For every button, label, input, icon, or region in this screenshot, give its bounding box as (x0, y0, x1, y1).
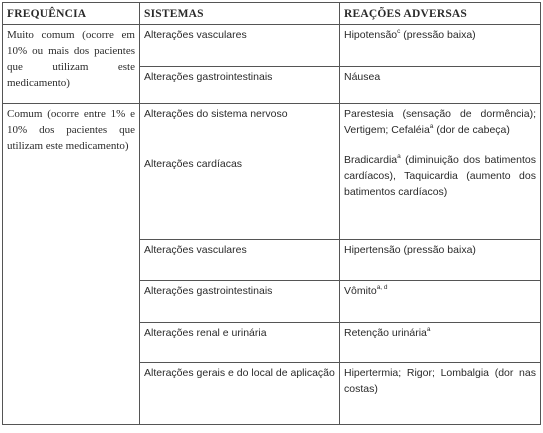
adverse-reactions-table (2, 2, 541, 425)
reaction-cell: Retenção urinária$^a$ (340, 323, 541, 363)
system-cell: Alterações renal e urinária (140, 323, 340, 363)
adverse-reactions-document (2, 2, 540, 430)
frequency-common: Comum (ocorre entre 1% e 10% dos pacientes que utilizam este medicamento) (3, 104, 140, 425)
system-nervous: Alterações do sistema nervoso (144, 108, 288, 120)
reaction-cell: Hipertermia; Rigor; Lombalgia (dor nas costas) (340, 363, 541, 425)
footnote-marker: c (397, 28, 401, 35)
system-cell: Alterações vasculares (140, 25, 340, 67)
footnote-marker: a (426, 326, 431, 333)
system-cell: Alterações gerais e do local de aplicação (140, 363, 340, 425)
reaction-cell: Hipertensão (pressão baixa) (340, 240, 541, 281)
reaction-cardiac: Bradicardia$^a$ (diminuição dos batimentos cardíacos), Taquicardia (aumento dos batimentos cardíacos) (344, 153, 536, 198)
system-cell: Alterações vasculares (140, 240, 340, 281)
footnote-marker: a (397, 153, 401, 160)
footnote-marker: a (429, 123, 434, 130)
header-row (3, 3, 541, 25)
reaction-nervous: Parestesia (sensação de dormência); Vertigem; Cefaléia$^a$ (dor de cabeça) (344, 108, 536, 136)
frequency-very-common: Muito comum (ocorre em 10% ou mais dos pacientes que utilizam este medicamento) (3, 25, 140, 104)
system-cell: Alterações gastrointestinais (140, 67, 340, 104)
table-row (3, 104, 541, 240)
system-cell (140, 104, 340, 240)
reaction-cell (340, 25, 541, 67)
system-cardiac: Alterações cardíacas (144, 158, 243, 170)
reaction-text: Hipotensão (344, 29, 398, 41)
table-row (3, 25, 541, 67)
footnote-marker: a, d (376, 284, 388, 291)
header-frequency: FREQUÊNCIA (3, 3, 140, 25)
header-systems: SISTEMAS (140, 3, 340, 25)
reaction-cell: Vômito$^{a, d}$ (340, 281, 541, 323)
reaction-cell: Náusea (340, 67, 541, 104)
system-cell: Alterações gastrointestinais (140, 281, 340, 323)
reaction-cell (340, 104, 541, 240)
reaction-text-tail: (pressão baixa) (400, 29, 476, 41)
header-reactions: REAÇÕES ADVERSAS (340, 3, 541, 25)
